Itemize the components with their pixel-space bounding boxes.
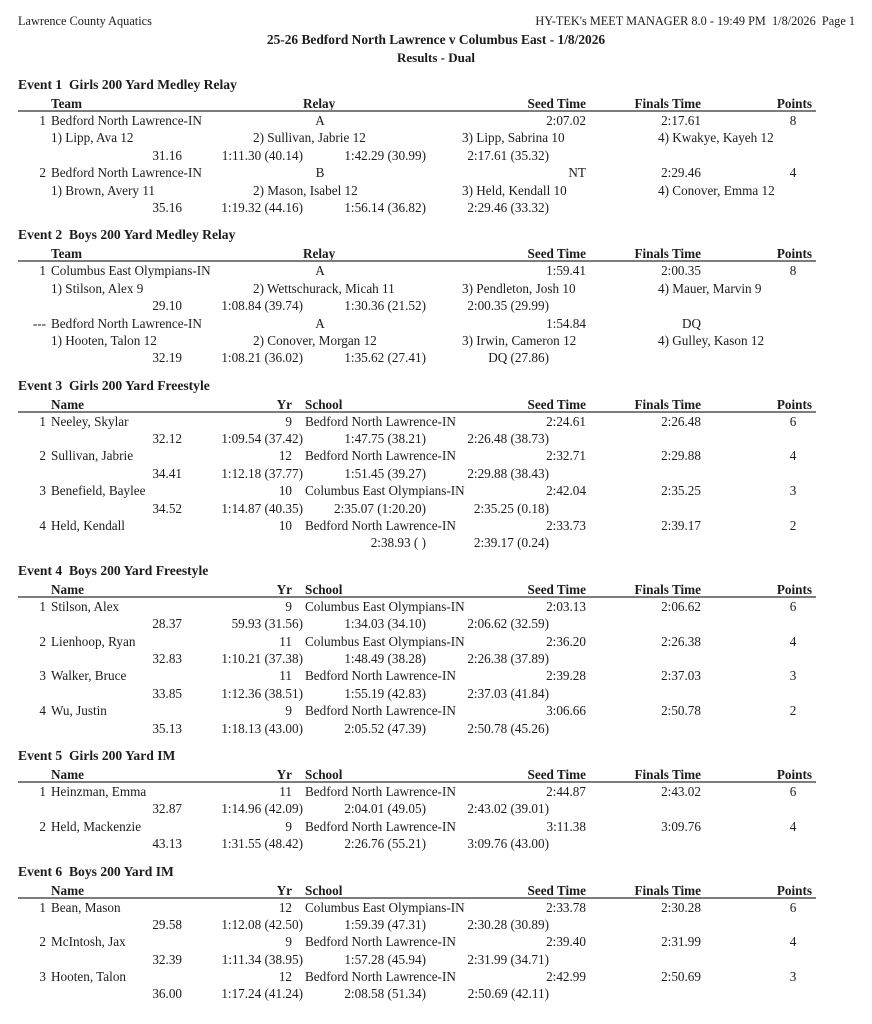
split-cell: 2:43.02 (39.01) <box>467 801 549 817</box>
split-cell: 1:10.21 (37.38) <box>221 650 303 666</box>
place-cell: 4 <box>39 703 46 719</box>
seed-time-cell: 2:32.71 <box>546 448 586 464</box>
split-cell: 31.16 <box>152 147 182 163</box>
finals-time-column-header: Finals Time <box>634 882 701 898</box>
finals-time-cell: 2:37.03 <box>661 668 701 684</box>
split-cell: 1:47.75 (38.21) <box>344 431 426 447</box>
finals-time-column-header: Finals Time <box>634 396 701 412</box>
year-cell: 9 <box>285 934 292 950</box>
team-cell: Bedford North Lawrence-IN <box>51 165 202 181</box>
split-cell: 1:17.24 (41.24) <box>221 986 303 1002</box>
place-cell: 2 <box>39 934 46 950</box>
seed-time-cell: 2:39.28 <box>546 668 586 684</box>
split-cell: 33.85 <box>152 685 182 701</box>
split-cell: 2:50.78 (45.26) <box>467 720 549 736</box>
school-cell: Bedford North Lawrence-IN <box>305 934 456 950</box>
place-cell: 4 <box>39 518 46 534</box>
year-cell: 11 <box>279 633 292 649</box>
result-row <box>0 968 872 985</box>
swimmer-name-cell: Heinzman, Emma <box>51 783 147 799</box>
event-section <box>0 377 872 552</box>
swimmer-name-cell: Walker, Bruce <box>51 668 127 684</box>
result-row <box>0 899 872 916</box>
points-cell: 4 <box>789 934 797 950</box>
points-column-header: Points <box>776 882 812 898</box>
event-title: Event 4 Boys 200 Yard Freestyle <box>18 562 209 578</box>
event-section <box>0 863 872 1003</box>
split-cell: 1:12.08 (42.50) <box>221 916 303 932</box>
split-cell: 1:51.45 (39.27) <box>344 465 426 481</box>
split-cell: 32.39 <box>152 951 182 967</box>
year-cell: 12 <box>278 448 292 464</box>
splits-row <box>0 685 872 702</box>
relay-swimmer-cell: 1) Brown, Avery 11 <box>51 182 156 198</box>
splits-row <box>0 430 872 447</box>
year-cell: 11 <box>279 783 292 799</box>
split-cell: DQ (27.86) <box>488 350 549 366</box>
finals-time-cell: 2:50.78 <box>661 703 701 719</box>
relay-swimmers-row <box>0 280 872 297</box>
name-column-header: Name <box>51 396 84 412</box>
points-cell: 8 <box>789 113 797 128</box>
points-column-header: Points <box>776 96 812 111</box>
place-cell: 3 <box>39 483 46 499</box>
seed-time-cell: 2:07.02 <box>546 113 586 128</box>
points-cell: 8 <box>789 263 797 279</box>
swimmer-name-cell: Lienhoop, Ryan <box>51 633 136 649</box>
relay-swimmer-cell: 2) Sullivan, Jabrie 12 <box>253 130 366 146</box>
year-cell: 12 <box>278 969 292 985</box>
points-cell: 3 <box>789 668 797 684</box>
points-cell: 4 <box>789 165 797 181</box>
team-cell: Bedford North Lawrence-IN <box>51 113 202 128</box>
swimmer-name-cell: Neeley, Skylar <box>51 413 129 429</box>
school-cell: Columbus East Olympians-IN <box>305 633 465 649</box>
school-cell: Columbus East Olympians-IN <box>305 598 465 614</box>
seed-time-cell: 2:33.78 <box>546 899 586 915</box>
swimmer-name-cell: Benefield, Baylee <box>51 483 146 499</box>
relay-swimmer-cell: 3) Pendleton, Josh 10 <box>462 280 576 296</box>
split-cell: 32.87 <box>152 801 182 817</box>
split-cell: 1:35.62 (27.41) <box>344 350 426 366</box>
split-cell: 2:29.46 (33.32) <box>467 199 549 215</box>
column-headers <box>0 882 872 899</box>
relay-swimmer-cell: 4) Mauer, Marvin 9 <box>658 280 762 296</box>
split-cell: 1:11.34 (38.95) <box>221 951 303 967</box>
school-cell: Bedford North Lawrence-IN <box>305 703 456 719</box>
relay-column-header: Relay <box>303 96 336 111</box>
year-column-header: Yr <box>276 581 292 597</box>
splits-row <box>0 916 872 933</box>
split-cell: 35.16 <box>152 199 182 215</box>
splits-row <box>0 650 872 667</box>
swimmer-name-cell: Hooten, Talon <box>51 969 127 985</box>
split-cell: 43.13 <box>152 836 182 852</box>
swimmer-name-cell: Wu, Justin <box>51 703 107 719</box>
split-cell: 2:31.99 (34.71) <box>467 951 549 967</box>
column-headers <box>0 95 872 112</box>
seed-time-cell: 2:39.40 <box>546 934 586 950</box>
school-cell: Bedford North Lawrence-IN <box>305 818 456 834</box>
place-cell: 1 <box>39 263 46 279</box>
relay-swimmer-cell: 3) Irwin, Cameron 12 <box>462 332 577 348</box>
school-cell: Columbus East Olympians-IN <box>305 899 465 915</box>
finals-time-cell: 2:31.99 <box>661 934 701 950</box>
result-row <box>0 112 872 129</box>
relay-swimmer-cell: 4) Kwakye, Kayeh 12 <box>658 130 774 146</box>
finals-time-cell: 2:26.48 <box>661 413 701 429</box>
year-cell: 9 <box>285 818 292 834</box>
split-cell: 29.10 <box>152 298 182 314</box>
splits-row <box>0 720 872 737</box>
swimmer-name-cell: Bean, Mason <box>51 899 121 915</box>
split-cell: 2:39.17 (0.24) <box>473 535 549 551</box>
finals-time-cell: 3:09.76 <box>661 818 701 834</box>
finals-time-cell: 2:39.17 <box>661 518 701 534</box>
points-cell: 6 <box>789 598 797 614</box>
result-row <box>0 633 872 650</box>
split-cell: 3:09.76 (43.00) <box>467 836 549 852</box>
seed-time-column-header: Seed Time <box>527 96 586 111</box>
split-cell: 36.00 <box>152 986 182 1002</box>
seed-time-cell: 2:44.87 <box>546 783 586 799</box>
place-cell: --- <box>32 315 46 331</box>
split-cell: 1:59.39 (47.31) <box>344 916 426 932</box>
finals-time-cell: 2:35.25 <box>661 483 701 499</box>
splits-row <box>0 534 872 551</box>
split-cell: 1:12.18 (37.77) <box>221 465 303 481</box>
seed-time-cell: 1:54.84 <box>546 315 586 331</box>
swimmer-name-cell: Held, Mackenzie <box>51 818 142 834</box>
year-column-header: Yr <box>276 882 292 898</box>
points-cell: 2 <box>789 703 797 719</box>
event-title: Event 3 Girls 200 Yard Freestyle <box>18 377 210 393</box>
column-headers <box>0 581 872 598</box>
split-cell: 2:26.48 (38.73) <box>467 431 549 447</box>
split-cell: 1:14.96 (42.09) <box>221 801 303 817</box>
seed-time-column-header: Seed Time <box>527 882 586 898</box>
finals-time-cell: DQ <box>681 315 701 331</box>
place-cell: 2 <box>39 448 46 464</box>
split-cell: 59.93 (31.56) <box>231 616 303 632</box>
split-cell: 1:55.19 (42.83) <box>344 685 426 701</box>
split-cell: 32.19 <box>152 350 182 366</box>
finals-time-cell: 2:30.28 <box>661 899 701 915</box>
points-cell: 6 <box>789 899 797 915</box>
points-cell: 3 <box>789 483 797 499</box>
split-cell: 34.52 <box>152 500 182 516</box>
points-cell: 4 <box>789 448 797 464</box>
school-cell: Bedford North Lawrence-IN <box>305 413 456 429</box>
school-column-header: School <box>305 882 343 898</box>
place-cell: 1 <box>39 783 46 799</box>
seed-time-cell: 2:36.20 <box>546 633 586 649</box>
relay-swimmer-cell: 3) Held, Kendall 10 <box>462 182 567 198</box>
split-cell: 2:17.61 (35.32) <box>467 147 549 163</box>
school-cell: Bedford North Lawrence-IN <box>305 668 456 684</box>
split-cell: 1:30.36 (21.52) <box>344 298 426 314</box>
points-cell: 2 <box>789 518 797 534</box>
result-row <box>0 818 872 835</box>
splits-row <box>0 951 872 968</box>
splits-row <box>0 147 872 164</box>
relay-letter-cell: A <box>315 113 325 128</box>
event-title: Event 6 Boys 200 Yard IM <box>18 863 174 879</box>
splits-row <box>0 297 872 314</box>
points-cell: 6 <box>789 413 797 429</box>
meet-title: 25-26 Bedford North Lawrence v Columbus East - 1/8/2026 <box>266 32 606 47</box>
seed-time-column-header: Seed Time <box>527 766 586 782</box>
splits-row <box>0 835 872 852</box>
relay-swimmer-cell: 2) Conover, Morgan 12 <box>253 332 377 348</box>
splits-row <box>0 500 872 517</box>
place-cell: 2 <box>39 818 46 834</box>
split-cell: 2:38.93 ( ) <box>370 535 426 551</box>
relay-swimmer-cell: 4) Gulley, Kason 12 <box>658 332 765 348</box>
program-version-info: HY-TEK's MEET MANAGER 8.0 - 19:49 PM 1/8/2026 Page 1 <box>535 14 855 28</box>
points-column-header: Points <box>776 581 812 597</box>
place-cell: 2 <box>39 165 46 181</box>
team-cell: Columbus East Olympians-IN <box>51 263 211 279</box>
points-column-header: Points <box>776 766 812 782</box>
swimmer-name-cell: Sullivan, Jabrie <box>51 448 134 464</box>
place-cell: 3 <box>39 969 46 985</box>
splits-row <box>0 800 872 817</box>
relay-letter-cell: B <box>315 165 325 181</box>
seed-time-column-header: Seed Time <box>527 246 586 262</box>
result-row <box>0 413 872 430</box>
split-cell: 2:05.52 (47.39) <box>344 720 426 736</box>
year-cell: 10 <box>278 483 292 499</box>
year-cell: 9 <box>285 703 292 719</box>
seed-time-cell: 2:42.99 <box>546 969 586 985</box>
relay-swimmer-cell: 4) Conover, Emma 12 <box>658 182 775 198</box>
events-list <box>0 76 872 1003</box>
split-cell: 2:26.38 (37.89) <box>467 650 549 666</box>
school-cell: Bedford North Lawrence-IN <box>305 518 456 534</box>
year-cell: 11 <box>279 668 292 684</box>
relay-swimmer-cell: 2) Wettschurack, Micah 11 <box>253 280 395 296</box>
split-cell: 1:08.84 (39.74) <box>221 298 303 314</box>
place-cell: 1 <box>39 413 46 429</box>
relay-swimmers-row <box>0 182 872 199</box>
split-cell: 34.41 <box>152 465 182 481</box>
seed-time-cell: 2:24.61 <box>546 413 586 429</box>
split-cell: 2:26.76 (55.21) <box>344 836 426 852</box>
split-cell: 1:19.32 (44.16) <box>221 199 303 215</box>
finals-time-cell: 2:17.61 <box>661 113 701 128</box>
splits-row <box>0 199 872 216</box>
split-cell: 2:06.62 (32.59) <box>467 616 549 632</box>
points-column-header: Points <box>776 246 812 262</box>
place-cell: 1 <box>39 598 46 614</box>
school-cell: Columbus East Olympians-IN <box>305 483 465 499</box>
split-cell: 29.58 <box>152 916 182 932</box>
swimmer-name-cell: McIntosh, Jax <box>51 934 126 950</box>
split-cell: 2:30.28 (30.89) <box>467 916 549 932</box>
split-cell: 2:04.01 (49.05) <box>344 801 426 817</box>
result-row <box>0 933 872 950</box>
result-row <box>0 667 872 684</box>
split-cell: 2:35.25 (0.18) <box>473 500 549 516</box>
relay-column-header: Relay <box>303 246 336 262</box>
team-cell: Bedford North Lawrence-IN <box>51 315 202 331</box>
year-column-header: Yr <box>276 396 292 412</box>
swimmer-name-cell: Stilson, Alex <box>51 598 120 614</box>
split-cell: 28.37 <box>152 616 182 632</box>
split-cell: 1:18.13 (43.00) <box>221 720 303 736</box>
split-cell: 1:57.28 (45.94) <box>344 951 426 967</box>
seed-time-column-header: Seed Time <box>527 581 586 597</box>
split-cell: 2:29.88 (38.43) <box>467 465 549 481</box>
column-headers <box>0 245 872 262</box>
split-cell: 2:08.58 (51.34) <box>344 986 426 1002</box>
split-cell: 35.13 <box>152 720 182 736</box>
result-row <box>0 598 872 615</box>
year-column-header: Yr <box>276 766 292 782</box>
finals-time-column-header: Finals Time <box>634 581 701 597</box>
relay-swimmer-cell: 1) Stilson, Alex 9 <box>51 280 144 296</box>
result-row <box>0 447 872 464</box>
column-headers <box>0 396 872 413</box>
school-column-header: School <box>305 766 343 782</box>
seed-time-cell: NT <box>568 165 586 181</box>
result-row <box>0 262 872 279</box>
finals-time-cell: 2:43.02 <box>661 783 701 799</box>
split-cell: 1:42.29 (30.99) <box>344 147 426 163</box>
school-cell: Bedford North Lawrence-IN <box>305 448 456 464</box>
points-cell: 6 <box>789 783 797 799</box>
splits-row <box>0 349 872 366</box>
split-cell: 2:37.03 (41.84) <box>467 685 549 701</box>
split-cell: 2:00.35 (29.99) <box>467 298 549 314</box>
host-team-name: Lawrence County Aquatics <box>18 14 152 28</box>
result-row <box>0 517 872 534</box>
split-cell: 1:34.03 (34.10) <box>344 616 426 632</box>
split-cell: 1:31.55 (48.42) <box>221 836 303 852</box>
result-row <box>0 482 872 499</box>
year-cell: 9 <box>285 598 292 614</box>
split-cell: 1:56.14 (36.82) <box>344 199 426 215</box>
place-cell: 1 <box>39 113 46 128</box>
result-row <box>0 315 872 332</box>
finals-time-cell: 2:29.46 <box>661 165 701 181</box>
relay-swimmers-row <box>0 129 872 146</box>
place-cell: 2 <box>39 633 46 649</box>
split-cell: 32.83 <box>152 650 182 666</box>
place-cell: 3 <box>39 668 46 684</box>
name-column-header: Team <box>51 246 83 262</box>
finals-time-column-header: Finals Time <box>634 766 701 782</box>
seed-time-cell: 2:42.04 <box>546 483 586 499</box>
splits-row <box>0 615 872 632</box>
name-column-header: Team <box>51 96 83 111</box>
seed-time-column-header: Seed Time <box>527 396 586 412</box>
report-type: Results - Dual <box>396 50 475 65</box>
finals-time-column-header: Finals Time <box>634 96 701 111</box>
event-section <box>0 76 872 216</box>
relay-letter-cell: A <box>315 315 325 331</box>
splits-row <box>0 465 872 482</box>
split-cell: 2:50.69 (42.11) <box>467 986 549 1002</box>
event-title: Event 5 Girls 200 Yard IM <box>18 747 176 763</box>
name-column-header: Name <box>51 882 84 898</box>
finals-time-cell: 2:29.88 <box>661 448 701 464</box>
seed-time-cell: 3:11.38 <box>546 818 586 834</box>
relay-swimmer-cell: 3) Lipp, Sabrina 10 <box>462 130 565 146</box>
event-title: Event 2 Boys 200 Yard Medley Relay <box>18 227 236 243</box>
name-column-header: Name <box>51 766 84 782</box>
name-column-header: Name <box>51 581 84 597</box>
event-title: Event 1 Girls 200 Yard Medley Relay <box>18 77 237 92</box>
relay-swimmer-cell: 1) Hooten, Talon 12 <box>51 332 157 348</box>
year-cell: 12 <box>278 899 292 915</box>
split-cell: 2:35.07 (1:20.20) <box>334 500 426 516</box>
result-row <box>0 702 872 719</box>
split-cell: 1:14.87 (40.35) <box>221 500 303 516</box>
relay-letter-cell: A <box>315 263 325 279</box>
split-cell: 1:09.54 (37.42) <box>221 431 303 447</box>
seed-time-cell: 2:33.73 <box>546 518 586 534</box>
splits-row <box>0 985 872 1002</box>
finals-time-column-header: Finals Time <box>634 246 701 262</box>
result-row <box>0 783 872 800</box>
page-top-header <box>0 0 872 30</box>
school-cell: Bedford North Lawrence-IN <box>305 783 456 799</box>
relay-swimmer-cell: 1) Lipp, Ava 12 <box>51 130 134 146</box>
event-section <box>0 562 872 737</box>
place-cell: 1 <box>39 899 46 915</box>
result-row <box>0 164 872 181</box>
school-cell: Bedford North Lawrence-IN <box>305 969 456 985</box>
split-cell: 1:11.30 (40.14) <box>221 147 303 163</box>
swimmer-name-cell: Held, Kendall <box>51 518 125 534</box>
event-section <box>0 747 872 853</box>
seed-time-cell: 2:03.13 <box>546 598 586 614</box>
finals-time-cell: 2:50.69 <box>661 969 701 985</box>
year-cell: 9 <box>285 413 292 429</box>
finals-time-cell: 2:06.62 <box>661 598 701 614</box>
split-cell: 32.12 <box>152 431 182 447</box>
event-section <box>0 226 872 366</box>
school-column-header: School <box>305 581 343 597</box>
finals-time-cell: 2:26.38 <box>661 633 701 649</box>
split-cell: 1:08.21 (36.02) <box>221 350 303 366</box>
seed-time-cell: 3:06.66 <box>546 703 586 719</box>
points-cell: 4 <box>789 633 797 649</box>
points-cell: 4 <box>789 818 797 834</box>
seed-time-cell: 1:59.41 <box>546 263 586 279</box>
points-cell: 3 <box>789 969 797 985</box>
relay-swimmers-row <box>0 332 872 349</box>
column-headers <box>0 766 872 783</box>
school-column-header: School <box>305 396 343 412</box>
relay-swimmer-cell: 2) Mason, Isabel 12 <box>253 182 358 198</box>
points-column-header: Points <box>776 396 812 412</box>
year-cell: 10 <box>278 518 292 534</box>
split-cell: 1:12.36 (38.51) <box>221 685 303 701</box>
finals-time-cell: 2:00.35 <box>661 263 701 279</box>
split-cell: 1:48.49 (38.28) <box>344 650 426 666</box>
